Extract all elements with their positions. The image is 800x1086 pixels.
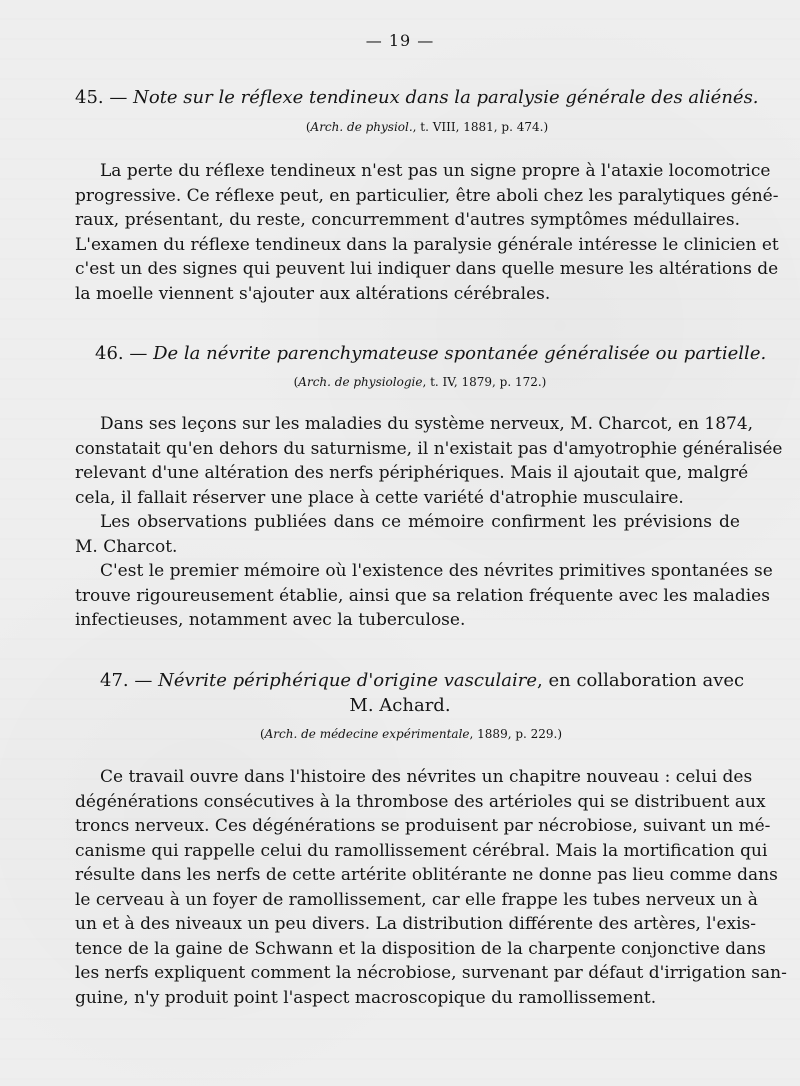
- entry-46-source: [20, 374, 800, 390]
- entry-46-source-journal: Arch. de physiologie: [298, 375, 423, 389]
- entry-45-line-2: progressive. Ce réflexe peut, en particulier, être aboli chez les paralytiques géné-: [75, 185, 779, 206]
- entry-46-p1-line-2: constatait qu'en dehors du saturnisme, il n'existait pas d'amyotrophie généralisée: [75, 438, 783, 459]
- entry-47-title: [100, 669, 775, 693]
- entry-45-source-ref: , t. VIII, 1881, p. 474.): [412, 120, 549, 134]
- entry-47-line-8: tence de la gaine de Schwann et la disposition de la charpente conjonctive dans: [75, 938, 766, 959]
- entry-46-p1-line-4: cela, il fallait réserver une place à cette variété d'atrophie musculaire.: [75, 487, 684, 508]
- entry-46-source-ref: , t. IV, 1879, p. 172.): [422, 375, 547, 389]
- entry-45-dash: —: [109, 87, 128, 108]
- entry-47-body: [75, 765, 787, 1010]
- entry-46-p3-line-3: infectieuses, notamment avec la tuberculose.: [75, 610, 466, 630]
- entry-45-line-1: La perte du réflexe tendineux n'est pas un signe propre à l'ataxie locomotrice: [100, 161, 771, 181]
- entry-45-source-journal: Arch. de physiol.: [310, 120, 413, 134]
- entry-45-title-text: Note sur le réflexe tendineux dans la paralysie générale des aliénés.: [133, 87, 759, 108]
- entry-47-line-1: Ce travail ouvre dans l'histoire des névrites un chapitre nouveau : celui des: [100, 767, 753, 787]
- entry-45-line-3: raux, présentant, du reste, concurremment d'autres symptômes médullaires.: [75, 210, 740, 230]
- entry-47-title-text: Névrite périphérique d'origine vasculaire: [158, 670, 538, 691]
- entry-46-source-open: (: [293, 375, 299, 389]
- entry-46-p1-line-1: Dans ses leçons sur les maladies du système nerveux, M. Charcot, en 1874,: [100, 414, 754, 434]
- entry-45-line-6: la moelle viennent s'ajouter aux altérations cérébrales.: [75, 283, 551, 304]
- entry-46-p1-line-3: relevant d'une altération des nerfs périphériques. Mais il ajoutait que, malgré: [75, 463, 749, 483]
- entry-47-title-line-2: [0, 694, 800, 718]
- entry-47-line-7: un et à des niveaux un peu divers. La distribution différente des artères, l'exis-: [75, 914, 757, 934]
- entry-47-dash: —: [134, 670, 153, 691]
- entry-46-body: [75, 412, 783, 633]
- entry-45-number: 45.: [75, 87, 104, 108]
- entry-47-source-ref: , 1889, p. 229.): [469, 727, 563, 741]
- entry-47-line-2: dégénérations consécutives à la thrombose des artérioles qui se distribuent aux: [75, 791, 766, 812]
- page-number: — 19 —: [365, 31, 435, 50]
- entry-46-p3-line-2: trouve rigoureusement établie, ainsi que sa relation fréquente avec les maladies: [75, 585, 770, 606]
- entry-47-number: 47.: [100, 670, 129, 691]
- entry-46-p2-line-2: M. Charcot.: [75, 536, 178, 557]
- entry-47-line-6: le cerveau à un foyer de ramollissement, car elle frappe les tubes nerveux un à: [75, 889, 758, 910]
- entry-46-title: [95, 342, 770, 366]
- entry-47-line-4: canisme qui rappelle celui du ramollissement cérébral. Mais la mortification qui: [75, 840, 768, 861]
- entry-47-source-journal: Arch. de médecine expérimentale: [264, 727, 470, 741]
- entry-46-number: 46.: [95, 343, 124, 364]
- entry-47-coauthor: M. Achard.: [349, 695, 451, 716]
- entry-46-p3-line-1: C'est le premier mémoire où l'existence des névrites primitives spontanées se: [100, 561, 773, 581]
- entry-47-title-collab: , en collaboration avec: [537, 670, 745, 691]
- entry-45-source-open: (: [305, 120, 311, 134]
- entry-46-title-text: De la névrite parenchymateuse spontanée généralisée ou partielle.: [153, 343, 767, 364]
- entry-46-p2-line-1: Les observations publiées dans ce mémoire confirment les prévisions de: [100, 512, 740, 532]
- entry-46-dash: —: [129, 343, 148, 364]
- entry-45-title: [75, 86, 759, 110]
- entry-47-source-open: (: [259, 727, 265, 741]
- entry-45-line-5: c'est un des signes qui peuvent lui indiquer dans quelle mesure les altérations de: [75, 259, 779, 279]
- entry-47-source: [11, 726, 800, 742]
- entry-47-line-3: troncs nerveux. Ces dégénérations se produisent par nécrobiose, suivant un mé-: [75, 816, 771, 836]
- entry-47-line-9: les nerfs expliquent comment la nécrobiose, survenant par défaut d'irrigation san-: [75, 963, 787, 983]
- entry-47-line-5: résulte dans les nerfs de cette artérite oblitérante ne donne pas lieu comme dans: [75, 865, 778, 885]
- entry-45-body: [75, 159, 779, 306]
- entry-45-line-4: L'examen du réflexe tendineux dans la paralysie générale intéresse le clinicien et: [75, 234, 779, 255]
- entry-47-line-10: guine, n'y produit point l'aspect macroscopique du ramollissement.: [75, 987, 657, 1008]
- entry-45-source: [27, 119, 800, 135]
